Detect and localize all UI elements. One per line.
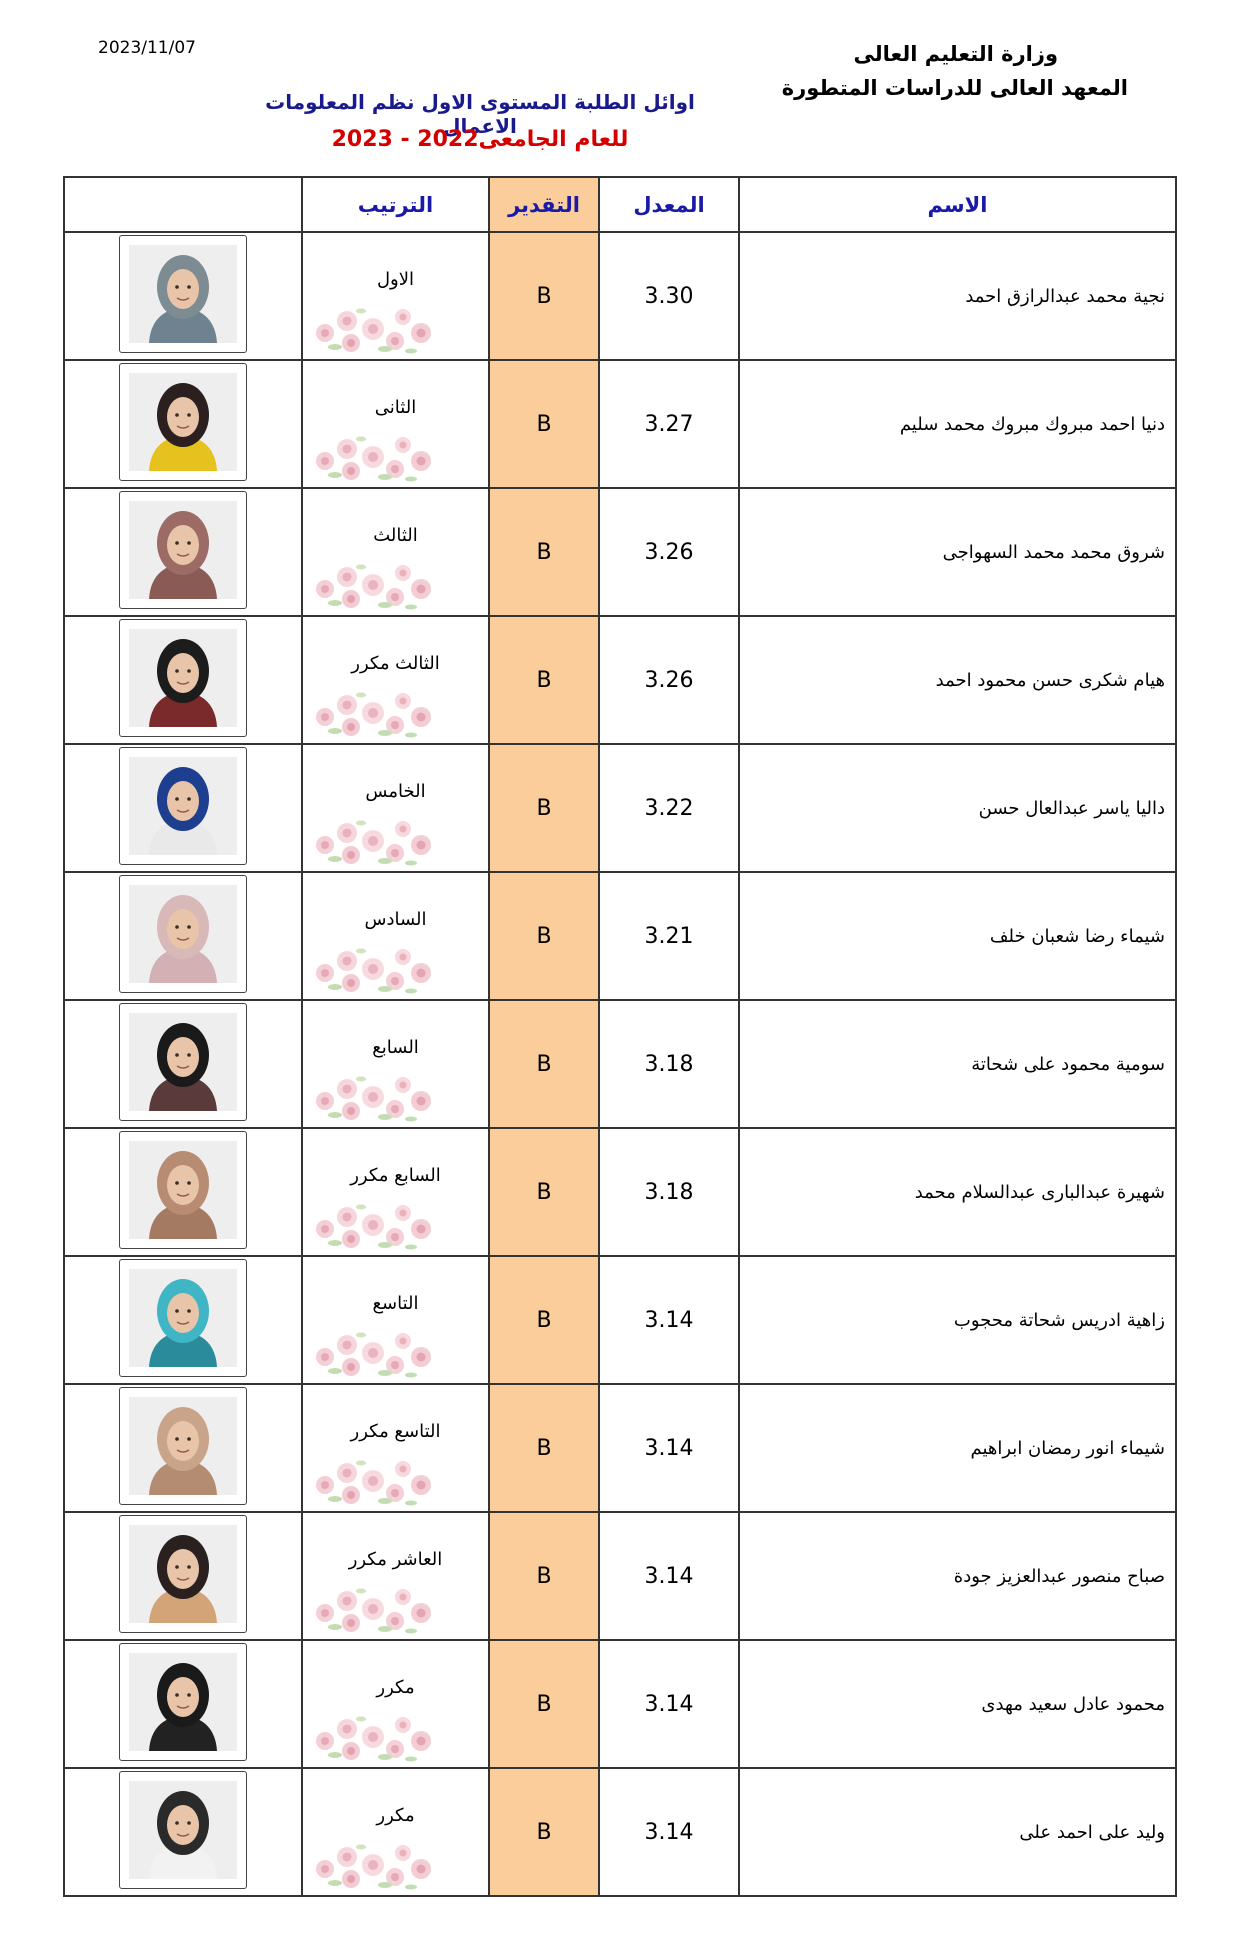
student-photo-image bbox=[129, 1781, 237, 1879]
student-name-cell: محمود عادل سعيد مهدى bbox=[739, 1640, 1176, 1768]
gpa-cell: 3.30 bbox=[599, 232, 739, 360]
grade-cell: B bbox=[489, 360, 599, 488]
rank-cell bbox=[302, 1128, 489, 1256]
rank-label: التاسع bbox=[372, 1293, 419, 1314]
rank-cell bbox=[302, 872, 489, 1000]
table-header-row bbox=[64, 177, 1176, 232]
table-row bbox=[64, 616, 1176, 744]
photo-cell bbox=[64, 1512, 302, 1640]
table-row bbox=[64, 872, 1176, 1000]
photo-frame bbox=[119, 1387, 247, 1505]
table-row bbox=[64, 360, 1176, 488]
rose-decoration-icon bbox=[311, 299, 439, 355]
photo-frame bbox=[119, 1259, 247, 1377]
student-photo bbox=[129, 757, 237, 855]
student-photo bbox=[129, 1525, 237, 1623]
gpa-cell: 3.21 bbox=[599, 872, 739, 1000]
table-row bbox=[64, 744, 1176, 872]
student-name-cell: زاهية ادريس شحاتة محجوب bbox=[739, 1256, 1176, 1384]
photo-frame bbox=[119, 619, 247, 737]
student-name-cell: وليد على احمد على bbox=[739, 1768, 1176, 1896]
rank-cell bbox=[302, 1000, 489, 1128]
rose-decoration-icon bbox=[311, 555, 439, 611]
student-photo-image bbox=[129, 1525, 237, 1623]
photo-cell bbox=[64, 1384, 302, 1512]
rank-cell bbox=[302, 360, 489, 488]
photo-frame bbox=[119, 235, 247, 353]
rose-decoration-icon bbox=[311, 1707, 439, 1763]
rose-decoration-icon bbox=[311, 427, 439, 483]
grade-cell: B bbox=[489, 744, 599, 872]
rose-decoration-icon bbox=[311, 939, 439, 995]
rose-decoration-icon bbox=[311, 1323, 439, 1379]
gpa-cell: 3.18 bbox=[599, 1128, 739, 1256]
rank-cell bbox=[302, 1384, 489, 1512]
rank-cell bbox=[302, 488, 489, 616]
photo-frame bbox=[119, 1643, 247, 1761]
photo-cell bbox=[64, 1256, 302, 1384]
student-photo-image bbox=[129, 629, 237, 727]
student-photo bbox=[129, 885, 237, 983]
grade-cell: B bbox=[489, 1256, 599, 1384]
rank-cell bbox=[302, 1256, 489, 1384]
rank-cell bbox=[302, 232, 489, 360]
table-row bbox=[64, 488, 1176, 616]
photo-cell bbox=[64, 232, 302, 360]
grade-cell: B bbox=[489, 1512, 599, 1640]
photo-cell bbox=[64, 1768, 302, 1896]
rank-cell bbox=[302, 1512, 489, 1640]
table-row bbox=[64, 1768, 1176, 1896]
photo-header bbox=[64, 177, 302, 232]
rose-decoration-icon bbox=[311, 811, 439, 867]
rose-decoration-icon bbox=[311, 1067, 439, 1123]
table-row bbox=[64, 1640, 1176, 1768]
gpa-cell: 3.14 bbox=[599, 1640, 739, 1768]
gpa-cell: 3.14 bbox=[599, 1512, 739, 1640]
rank-cell bbox=[302, 1640, 489, 1768]
student-photo-image bbox=[129, 1397, 237, 1495]
rank-cell bbox=[302, 744, 489, 872]
rank-label: التاسع مكرر bbox=[350, 1421, 441, 1442]
academic-year: للعام الجامعى2022 - 2023 bbox=[331, 127, 629, 152]
grade-cell: B bbox=[489, 488, 599, 616]
student-photo bbox=[129, 1141, 237, 1239]
student-photo bbox=[129, 373, 237, 471]
rank-cell bbox=[302, 616, 489, 744]
photo-frame bbox=[119, 1003, 247, 1121]
photo-frame bbox=[119, 363, 247, 481]
page-title: اوائل الطلبة المستوى الاول نظم المعلومات الاعمال bbox=[265, 90, 695, 138]
gpa-cell: 3.14 bbox=[599, 1768, 739, 1896]
student-name-cell: صباح منصور عبدالعزيز جودة bbox=[739, 1512, 1176, 1640]
photo-frame bbox=[119, 1131, 247, 1249]
photo-cell bbox=[64, 744, 302, 872]
student-photo-image bbox=[129, 885, 237, 983]
gpa-cell: 3.27 bbox=[599, 360, 739, 488]
student-photo bbox=[129, 1013, 237, 1111]
rank-label: مكرر bbox=[376, 1677, 415, 1698]
rank-header: الترتيب bbox=[302, 177, 489, 232]
rose-decoration-icon bbox=[311, 1451, 439, 1507]
rank-label: السادس bbox=[364, 909, 427, 930]
student-photo-image bbox=[129, 245, 237, 343]
student-photo bbox=[129, 1397, 237, 1495]
student-photo-image bbox=[129, 501, 237, 599]
student-name-cell: دنيا احمد مبروك مبروك محمد سليم bbox=[739, 360, 1176, 488]
student-photo bbox=[129, 1653, 237, 1751]
photo-frame bbox=[119, 491, 247, 609]
table-row bbox=[64, 232, 1176, 360]
rose-decoration-icon bbox=[311, 1835, 439, 1891]
table-row bbox=[64, 1256, 1176, 1384]
photo-cell bbox=[64, 1640, 302, 1768]
print-date: 2023/11/07 bbox=[98, 38, 196, 58]
table-row bbox=[64, 1000, 1176, 1128]
grade-cell: B bbox=[489, 1000, 599, 1128]
photo-cell bbox=[64, 1000, 302, 1128]
rank-cell bbox=[302, 1768, 489, 1896]
photo-frame bbox=[119, 1515, 247, 1633]
gpa-cell: 3.14 bbox=[599, 1256, 739, 1384]
rank-label: السابع bbox=[372, 1037, 419, 1058]
photo-frame bbox=[119, 875, 247, 993]
student-name-cell: سومية محمود على شحاتة bbox=[739, 1000, 1176, 1128]
photo-frame bbox=[119, 1771, 247, 1889]
student-photo bbox=[129, 501, 237, 599]
table-row bbox=[64, 1384, 1176, 1512]
photo-cell bbox=[64, 1128, 302, 1256]
rose-decoration-icon bbox=[311, 1579, 439, 1635]
student-photo-image bbox=[129, 1013, 237, 1111]
rank-label: العاشر مكرر bbox=[348, 1549, 443, 1570]
grade-cell: B bbox=[489, 1768, 599, 1896]
student-photo bbox=[129, 245, 237, 343]
student-photo-image bbox=[129, 1269, 237, 1367]
rank-label: السابع مكرر bbox=[350, 1165, 441, 1186]
name-header: الاسم bbox=[739, 177, 1176, 232]
gpa-header: المعدل bbox=[599, 177, 739, 232]
student-name-cell: شيماء انور رمضان ابراهيم bbox=[739, 1384, 1176, 1512]
student-name-cell: شيماء رضا شعبان خلف bbox=[739, 872, 1176, 1000]
student-name-cell: داليا ياسر عبدالعال حسن bbox=[739, 744, 1176, 872]
rose-decoration-icon bbox=[311, 1195, 439, 1251]
student-photo bbox=[129, 1269, 237, 1367]
rank-label: الاول bbox=[376, 269, 415, 290]
table-row bbox=[64, 1128, 1176, 1256]
rank-label: الثالث bbox=[373, 525, 418, 546]
grade-cell: B bbox=[489, 1384, 599, 1512]
student-name-cell: شروق محمد محمد السهواجى bbox=[739, 488, 1176, 616]
institute-name: المعهد العالى للدراسات المتطورة bbox=[781, 76, 1128, 100]
student-photo-image bbox=[129, 1653, 237, 1751]
student-photo bbox=[129, 1781, 237, 1879]
grade-cell: B bbox=[489, 1128, 599, 1256]
gpa-cell: 3.26 bbox=[599, 488, 739, 616]
grade-cell: B bbox=[489, 616, 599, 744]
rank-label: الثانى bbox=[374, 397, 417, 418]
table-row bbox=[64, 1512, 1176, 1640]
grade-header: التقدير bbox=[489, 177, 599, 232]
rank-label: مكرر bbox=[376, 1805, 415, 1826]
honor-roll-table bbox=[63, 176, 1177, 1897]
photo-cell bbox=[64, 488, 302, 616]
student-photo-image bbox=[129, 373, 237, 471]
photo-cell bbox=[64, 616, 302, 744]
student-name-cell: نجية محمد عبدالرازق احمد bbox=[739, 232, 1176, 360]
photo-frame bbox=[119, 747, 247, 865]
photo-cell bbox=[64, 872, 302, 1000]
student-photo-image bbox=[129, 757, 237, 855]
student-name-cell: هيام شكرى حسن محمود احمد bbox=[739, 616, 1176, 744]
grade-cell: B bbox=[489, 1640, 599, 1768]
student-photo bbox=[129, 629, 237, 727]
ministry-name: وزارة التعليم العالى bbox=[853, 42, 1058, 66]
gpa-cell: 3.14 bbox=[599, 1384, 739, 1512]
student-name-cell: شهيرة عبدالبارى عبدالسلام محمد bbox=[739, 1128, 1176, 1256]
rank-label: الخامس bbox=[365, 781, 426, 802]
grade-cell: B bbox=[489, 872, 599, 1000]
gpa-cell: 3.26 bbox=[599, 616, 739, 744]
rank-label: الثالث مكرر bbox=[351, 653, 440, 674]
grade-cell: B bbox=[489, 232, 599, 360]
gpa-cell: 3.18 bbox=[599, 1000, 739, 1128]
rose-decoration-icon bbox=[311, 683, 439, 739]
photo-cell bbox=[64, 360, 302, 488]
student-photo-image bbox=[129, 1141, 237, 1239]
gpa-cell: 3.22 bbox=[599, 744, 739, 872]
